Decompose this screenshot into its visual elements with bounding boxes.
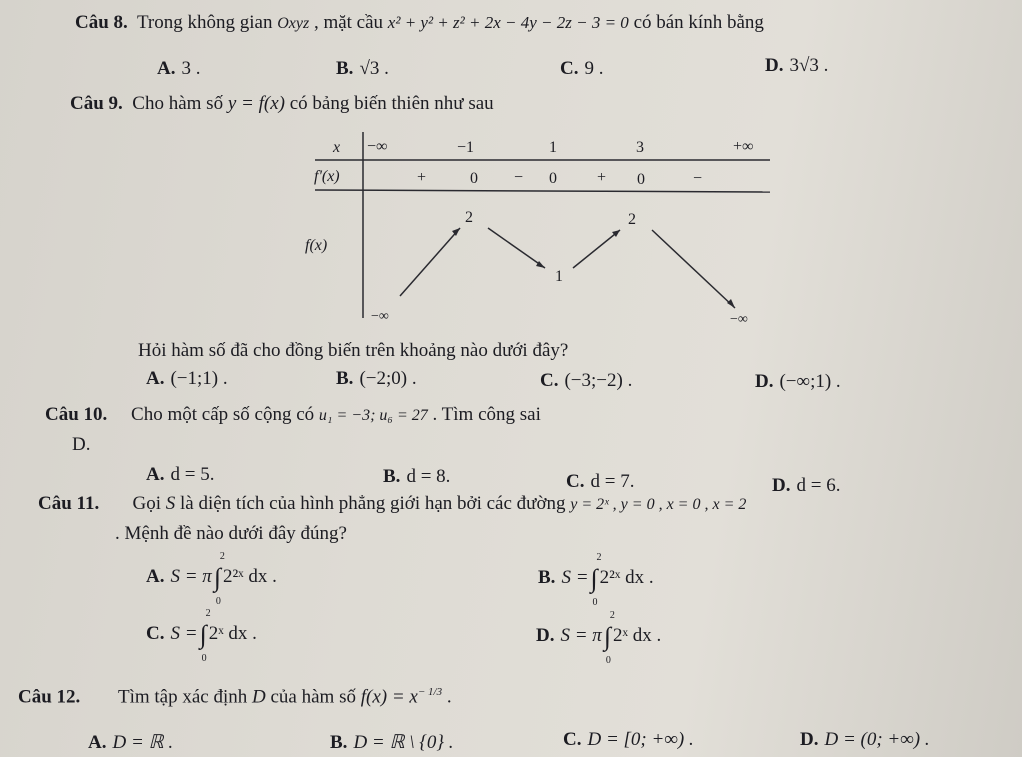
option-value: D = (0; +∞) . (824, 729, 930, 750)
table-x-value: 1 (549, 139, 557, 156)
upper-limit: 2 (609, 610, 615, 621)
q9-option-a[interactable] (146, 368, 228, 390)
q9-text-a: Cho hàm số (132, 93, 224, 114)
table-sign: 0 (549, 170, 557, 187)
q10-option-d[interactable] (772, 475, 840, 497)
q11-var: S (165, 493, 176, 514)
table-fx-value: 1 (555, 268, 563, 285)
option-key: B. (336, 368, 354, 389)
option-key: C. (560, 58, 579, 79)
q8-equation: x² + y² + z² + 2x − 4y − 2z − 3 = 0 (387, 13, 629, 32)
option-key: B. (336, 58, 354, 79)
option-value: d = 6. (796, 475, 841, 496)
q12-statement: Câu 12. Tìm tập xác định D của hàm số $f(x) = x^{- 1/3}$ . (18, 686, 452, 708)
option-value: (−2;0) . (359, 368, 417, 389)
q10-option-b[interactable] (383, 466, 450, 488)
q12-label: Câu 12. (18, 686, 81, 708)
q10-label: Câu 10. (45, 404, 108, 425)
option-key: A. (146, 566, 165, 587)
q9-label: Câu 9. (70, 93, 123, 114)
option-prefix: S = (170, 623, 198, 644)
option-key: B. (383, 466, 401, 487)
q9-func: y = f(x) (227, 93, 285, 114)
table-x-value: +∞ (733, 138, 754, 155)
q10-option-c[interactable] (566, 471, 634, 493)
option-value: D = ℝ \ {0} . (353, 732, 454, 753)
option-integrand: 2ˣ dx . (612, 625, 662, 646)
q11-text-c: . Mệnh đề nào dưới đây đúng? (115, 523, 347, 544)
table-dfx-label: f'(x) (314, 168, 340, 185)
integral-sign: ∫ 2 0 (199, 608, 211, 664)
q12-func: f(x) = x (360, 686, 418, 708)
q10-option-a[interactable] (146, 464, 214, 486)
table-sign: 0 (637, 171, 645, 188)
q11-option-a[interactable] (146, 551, 277, 607)
option-integrand: 2ˣ dx . (208, 623, 257, 644)
table-sign: − (514, 169, 524, 186)
table-x-label: x (333, 139, 341, 156)
q10-statement (45, 404, 541, 426)
q9-option-b[interactable] (336, 368, 417, 390)
option-value: √3 . (359, 58, 389, 79)
q8-text-a: Trong không gian (136, 12, 273, 33)
option-key: D. (772, 475, 791, 496)
option-value: d = 8. (406, 466, 451, 487)
q12-var: D (252, 686, 266, 708)
q10-given: u₁ = −3; u₆ = 27 (318, 407, 428, 424)
q12-exponent: − 1/3 (417, 686, 443, 698)
q9-question: Hỏi hàm số đã cho đồng biến trên khoảng nào dưới đây? (138, 340, 569, 361)
table-sign: + (597, 169, 607, 186)
q12-option-b[interactable] (330, 731, 454, 754)
option-key: A. (157, 58, 176, 79)
q11-text-a: Gọi (132, 493, 161, 514)
integral-sign: ∫ 2 0 (590, 552, 602, 608)
option-key: C. (566, 471, 585, 492)
q11-curves: y = 2ˣ , y = 0 , x = 0 , x = 2 (570, 496, 747, 513)
table-fx-label: f(x) (305, 237, 328, 254)
option-value: d = 5. (170, 464, 215, 485)
option-key: B. (330, 732, 348, 753)
q10-text-a: Cho một cấp số cộng có (131, 404, 315, 425)
option-key: C. (563, 729, 582, 750)
option-prefix: S = π (560, 625, 602, 646)
q8-space: Oxyz (277, 15, 310, 32)
q12-text-b: của hàm số (270, 686, 356, 708)
q12-option-d[interactable] (800, 729, 930, 751)
table-x-value: −∞ (367, 138, 388, 155)
lower-limit: 0 (592, 597, 598, 608)
option-key: A. (88, 732, 107, 753)
q11-statement (38, 493, 746, 515)
q8-label: Câu 8. (75, 12, 128, 33)
lower-limit: 0 (215, 596, 221, 607)
option-value: d = 7. (590, 471, 635, 492)
option-value: D = ℝ . (112, 732, 174, 753)
table-x-value: −1 (457, 139, 475, 156)
lower-limit: 0 (201, 653, 207, 664)
option-prefix: S = π (170, 566, 212, 587)
option-prefix: S = (561, 567, 589, 588)
option-key: C. (146, 623, 165, 644)
option-value: 3√3 . (789, 55, 829, 76)
q12-option-a[interactable] (88, 731, 173, 754)
q12-option-c[interactable] (563, 729, 694, 751)
q8-text-b: , mặt cầu (313, 12, 384, 33)
q11-option-c[interactable] (146, 608, 257, 664)
option-key: D. (536, 625, 555, 646)
table-fx-value: −∞ (371, 309, 389, 324)
q9-option-c[interactable] (540, 370, 632, 392)
option-integrand: 2²ˣ dx . (599, 567, 654, 588)
option-key: D. (765, 55, 784, 76)
table-sign: + (417, 169, 427, 186)
option-value: 9 . (584, 58, 604, 79)
upper-limit: 2 (596, 552, 602, 563)
table-fx-value: 2 (465, 209, 473, 226)
q12-text-a: Tìm tập xác định (117, 686, 248, 708)
table-x-value: 3 (636, 139, 644, 156)
option-value: (−1;1) . (170, 368, 228, 389)
lower-limit: 0 (605, 655, 611, 666)
q11-label: Câu 11. (38, 493, 100, 514)
option-value: 3 . (181, 58, 201, 79)
integral-sign: ∫ 2 0 (603, 610, 615, 666)
option-value: (−∞;1) . (779, 371, 841, 392)
option-key: C. (540, 370, 559, 391)
option-key: D. (800, 729, 819, 750)
q9-option-d[interactable] (755, 371, 841, 393)
table-sign: − (693, 170, 703, 187)
option-key: A. (146, 464, 165, 485)
option-integrand: 2²ˣ dx . (222, 566, 277, 587)
table-fx-value: −∞ (730, 312, 748, 327)
table-sign: 0 (470, 170, 478, 187)
option-value: D = [0; +∞) . (587, 729, 694, 750)
q10-text-b: . Tìm công sai (432, 404, 541, 425)
integral-sign: ∫ 2 0 (213, 551, 225, 607)
option-key: B. (538, 567, 556, 588)
option-key: D. (755, 371, 774, 392)
upper-limit: 2 (205, 608, 211, 619)
q11-option-d[interactable] (536, 610, 662, 666)
table-fx-value: 2 (628, 211, 636, 228)
option-key: A. (146, 368, 165, 389)
upper-limit: 2 (219, 551, 225, 562)
q11-option-b[interactable] (538, 552, 654, 608)
q11-text-b: là diện tích của hình phẳng giới hạn bởi các đường (180, 493, 566, 514)
q8-text-c: có bán kính bằng (633, 12, 764, 33)
q10-extra: D. (72, 434, 91, 455)
option-value: (−3;−2) . (564, 370, 633, 391)
q9-text-b: có bảng biến thiên như sau (289, 93, 494, 114)
